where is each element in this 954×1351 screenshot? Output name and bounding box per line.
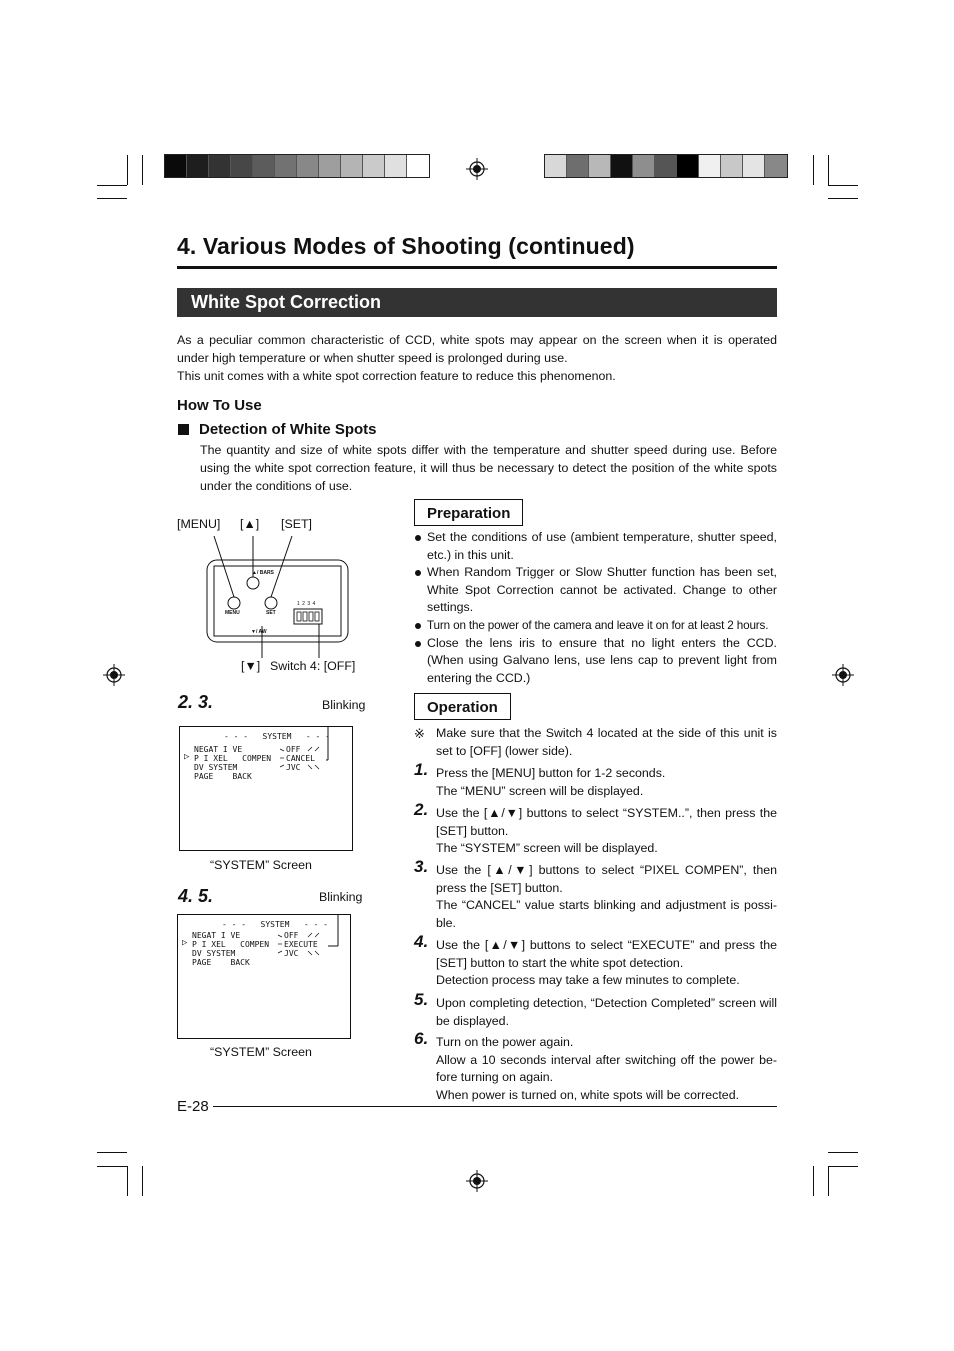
- screen-row-pixel: P I XEL COMPEN: [192, 940, 270, 949]
- list-item: Close the lens iris to ensure that no light enters the CCD. (When using Galvano lens, use lens cap to prevent light from entering the CCD.): [414, 635, 777, 688]
- screen-value-negative: OFF: [284, 931, 299, 940]
- screen-title: - - - SYSTEM - - -: [224, 732, 330, 741]
- panel-bars-label: ▲/ BARS: [252, 570, 274, 576]
- step-line: Detection process may take a few minutes to complete.: [436, 973, 740, 988]
- blinking-indicator-icon: [180, 727, 352, 787]
- screen-row-negative: NEGAT I VE: [192, 931, 241, 940]
- step-number: 3.: [414, 857, 429, 876]
- registration-mark-icon: [103, 664, 125, 686]
- page-number: E-28: [177, 1098, 209, 1115]
- list-item: When Random Trigger or Slow Shutter function has been set, White Spot Correction cannot be activated. Change to other settings.: [414, 564, 777, 617]
- blinking-indicator-icon: [178, 915, 350, 975]
- step-number: 1.: [414, 760, 429, 779]
- blinking-label: Blinking: [322, 698, 366, 712]
- screen-row-page: PAGE BACK: [192, 958, 250, 967]
- list-item: Set the conditions of use (ambient temperature, shutter speed, etc.) in this unit.: [414, 529, 777, 564]
- step-line: The “CANCEL” value starts blinking and adjustment is possi-ble.: [436, 898, 777, 930]
- cursor-icon: ▷: [182, 938, 188, 948]
- step-number: 2.: [414, 800, 429, 819]
- screen-row-negative: NEGAT I VE: [194, 745, 243, 754]
- color-bar-left: [164, 154, 430, 178]
- title-rule: [177, 266, 777, 269]
- note-text: Make sure that the Switch 4 located at the side of this unit is set to [OFF] (lower side).: [436, 726, 777, 758]
- screen-row-pixel: P I XEL COMPEN: [194, 754, 272, 763]
- step-label-2-3: 2. 3.: [178, 692, 214, 712]
- step-number: 4.: [414, 932, 429, 951]
- screen-value-pixel: EXECUTE: [284, 940, 318, 949]
- operation-step-2: [414, 800, 777, 858]
- detection-heading: [178, 421, 377, 438]
- panel-set-label: SET: [266, 610, 276, 616]
- operation-heading: Operation: [414, 693, 511, 720]
- panel-switch-numbers: 1 2 3 4: [297, 601, 316, 607]
- step-line: Press the [MENU] button for 1-2 seconds.: [436, 766, 666, 780]
- note-mark-icon: ※: [414, 726, 425, 741]
- screen-row-dv: DV SYSTEM: [194, 763, 238, 772]
- label-down: [▼]: [241, 659, 261, 673]
- blinking-label: Blinking: [319, 890, 363, 904]
- screen-row-dv: DV SYSTEM: [192, 949, 236, 958]
- screen-value-dv: JVC: [286, 763, 301, 772]
- step-line: Turn on the power again.: [436, 1035, 574, 1049]
- cursor-icon: ▷: [184, 752, 190, 762]
- label-switch: Switch 4: [OFF]: [270, 659, 356, 673]
- footer-rule: [213, 1106, 777, 1107]
- operation-step-3: [414, 857, 777, 932]
- operation-step-4: [414, 932, 777, 990]
- step-line: Use the [▲/▼] buttons to select “EXECUTE” and press the [SET] button to start the white spot detection.: [436, 938, 777, 970]
- label-menu: [MENU]: [177, 517, 221, 531]
- registration-mark-icon: [466, 158, 488, 180]
- step-line: When power is turned on, white spots will be corrected.: [436, 1087, 740, 1102]
- step-number: 6.: [414, 1029, 429, 1048]
- label-set: [SET]: [281, 517, 312, 531]
- color-bar-right: [544, 154, 788, 178]
- step-line: The “MENU” screen will be displayed.: [436, 783, 644, 798]
- preparation-list: [414, 529, 777, 687]
- preparation-heading: Preparation: [414, 499, 523, 526]
- screen-value-pixel: CANCEL: [286, 754, 315, 763]
- intro-paragraph-1: As a peculiar common characteristic of CCD, white spots may appear on the screen when it is operated under high temperature or when shutter speed is prolonged during use.: [177, 333, 777, 365]
- screen-value-negative: OFF: [286, 745, 301, 754]
- step-label-4-5: 4. 5.: [178, 886, 214, 906]
- operation-step-1: [414, 760, 777, 800]
- how-to-use-heading: How To Use: [177, 397, 262, 414]
- square-bullet-icon: [178, 424, 189, 435]
- section-title: White Spot Correction: [177, 288, 777, 317]
- system-screen-execute: [177, 914, 351, 1039]
- registration-mark-icon: [832, 664, 854, 686]
- step-line: Allow a 10 seconds interval after switching off the power be-fore turning on again.: [436, 1052, 777, 1085]
- operation-note: [414, 725, 777, 760]
- page-title: 4. Various Modes of Shooting (continued): [177, 233, 635, 259]
- label-up: [▲]: [240, 517, 260, 531]
- detection-paragraph: The quantity and size of white spots differ with the temperature and shutter speed during use. Before using the white spot correction feature, it will thus be necessary to detect the position of the white spots under the conditions of use.: [200, 443, 777, 493]
- panel-aw-label: ▼/ AW: [251, 629, 267, 635]
- screen-caption: “SYSTEM” Screen: [210, 1045, 312, 1059]
- operation-step-6: [414, 1029, 777, 1104]
- system-screen-cancel: [179, 726, 353, 851]
- step-line: Use the [▲/▼] buttons to select “SYSTEM..”, then press the [SET] button.: [436, 806, 777, 838]
- panel-menu-label: MENU: [225, 610, 240, 616]
- screen-caption: “SYSTEM” Screen: [210, 858, 312, 872]
- screen-row-page: PAGE BACK: [194, 772, 252, 781]
- step-line: Use the [▲/▼] buttons to select “PIXEL COMPEN”, then press the [SET] button.: [436, 863, 777, 895]
- intro-paragraph-2: This unit comes with a white spot correction feature to reduce this phenomenon.: [177, 369, 616, 383]
- button-panel-diagram: [200, 530, 360, 660]
- step-line: Upon completing detection, “Detection Completed” screen will be displayed.: [436, 996, 777, 1028]
- screen-value-dv: JVC: [284, 949, 299, 958]
- screen-title: - - - SYSTEM - - -: [222, 920, 328, 929]
- detection-title-text: Detection of White Spots: [199, 421, 377, 438]
- step-line: The “SYSTEM” screen will be displayed.: [436, 841, 658, 856]
- operation-step-5: [414, 990, 777, 1030]
- step-number: 5.: [414, 990, 429, 1009]
- list-item: Turn on the power of the camera and leave it on for at least 2 hours.: [414, 617, 777, 635]
- registration-mark-icon: [466, 1170, 488, 1192]
